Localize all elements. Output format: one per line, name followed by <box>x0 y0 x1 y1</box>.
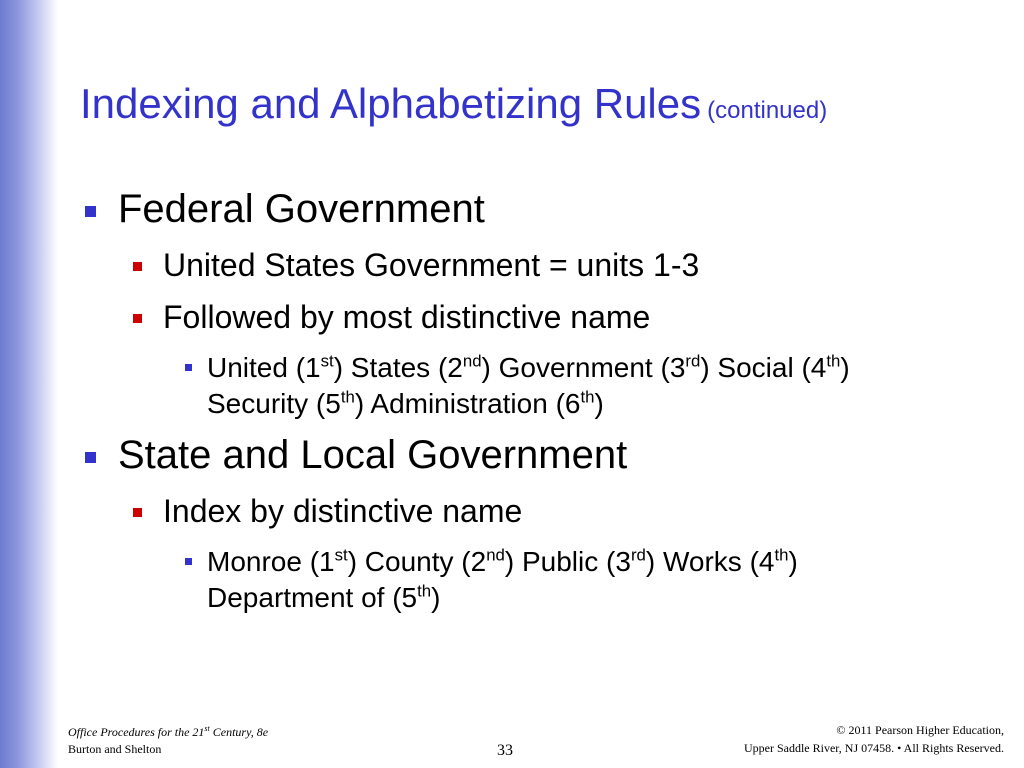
book-title-sup: st <box>204 724 210 733</box>
bullet-square-icon <box>133 314 142 323</box>
example-word: States ( <box>343 352 448 383</box>
bullet-state-local-government <box>118 433 627 478</box>
example-word: Department of ( <box>207 582 402 613</box>
example-state-local <box>207 544 937 616</box>
example-federal <box>207 350 937 422</box>
example-word: United ( <box>207 352 306 383</box>
bullet-text: State and Local Government <box>118 433 628 477</box>
ordinal-suffix: st <box>334 545 348 565</box>
page-number: 33 <box>497 742 513 759</box>
sub-bullet-distinctive-name <box>163 299 650 336</box>
example-word: Public ( <box>514 546 616 577</box>
ordinal-suffix: rd <box>630 545 646 565</box>
ordinal-suffix: nd <box>486 545 505 565</box>
book-title <box>68 724 268 741</box>
ordinal-suffix: rd <box>685 351 701 371</box>
ordinal-number: 3 <box>615 546 631 577</box>
bullet-square-icon <box>185 558 192 565</box>
bullet-square-icon <box>185 364 192 371</box>
bullet-square-icon <box>85 206 96 217</box>
bullet-federal-government <box>118 187 485 232</box>
ordinal-number: 6 <box>564 388 581 419</box>
sub-bullet-index-distinctive <box>163 493 522 530</box>
ordinal-suffix: th <box>580 387 595 407</box>
ordinal-number: 5 <box>325 388 341 419</box>
footer-book-info <box>68 724 268 758</box>
example-word: Social ( <box>709 352 811 383</box>
ordinal-number: 5 <box>401 582 418 613</box>
book-title-pre: Office Procedures for the 21 <box>68 725 205 739</box>
ordinal-number: 2 <box>447 352 463 383</box>
ordinal-number: 4 <box>758 546 775 577</box>
example-text: United (1st) States (2nd) Government (3rd) Social (4th) Security (5th) Administration (6th) <box>207 351 850 419</box>
example-word: Works ( <box>655 546 759 577</box>
ordinal-suffix: th <box>774 545 789 565</box>
title-continued: (continued) <box>707 97 828 124</box>
sub-bullet-units <box>163 247 699 284</box>
ordinal-number: 4 <box>810 352 827 383</box>
example-text: Monroe (1st) County (2nd) Public (3rd) Works (4th) Department of (5th) <box>207 545 798 613</box>
ordinal-number: 1 <box>319 546 335 577</box>
example-word: Administration ( <box>364 388 565 419</box>
ordinal-suffix: th <box>826 351 841 371</box>
example-word: Security ( <box>207 388 326 419</box>
title-main: Indexing and Alphabetizing Rules <box>80 80 702 127</box>
bullet-text: Federal Government <box>118 187 485 231</box>
bullet-square-icon <box>133 262 142 271</box>
bullet-text: Followed by most distinctive name <box>163 299 651 335</box>
book-authors: Burton and Shelton <box>68 742 162 756</box>
bullet-text: Index by distinctive name <box>163 493 523 529</box>
copyright-line-2: Upper Saddle River, NJ 07458. • All Rights Reserved. <box>743 741 1004 755</box>
bullet-square-icon <box>85 452 96 463</box>
ordinal-number: 2 <box>470 546 487 577</box>
ordinal-suffix: nd <box>462 351 482 371</box>
footer-copyright <box>744 721 1004 757</box>
copyright-line-1: © 2011 Pearson Higher Education, <box>836 723 1004 737</box>
bullet-text: United States Government = units 1-3 <box>163 247 700 283</box>
decorative-side-bar <box>0 0 58 768</box>
example-word: County ( <box>357 546 471 577</box>
ordinal-number: 1 <box>305 352 321 383</box>
ordinal-suffix: th <box>417 581 432 601</box>
bullet-square-icon <box>133 508 142 517</box>
example-word: Government ( <box>490 352 670 383</box>
ordinal-suffix: st <box>320 351 334 371</box>
book-title-post: Century, 8e <box>209 725 269 739</box>
ordinal-suffix: th <box>340 387 355 407</box>
slide-title <box>80 80 827 128</box>
example-word: Monroe ( <box>207 546 320 577</box>
ordinal-number: 3 <box>669 352 686 383</box>
